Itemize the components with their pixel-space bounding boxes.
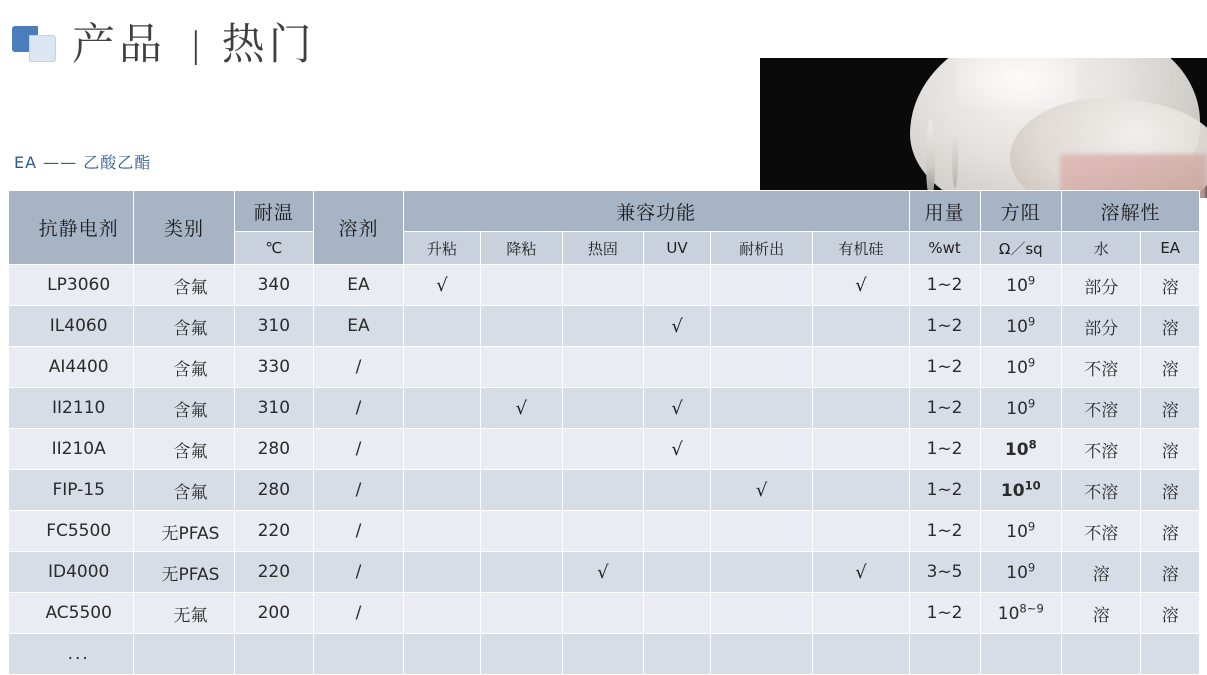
resistance-value: $10^9$ — [1006, 396, 1036, 420]
header-compatibility: 兼容功能 — [403, 191, 909, 232]
cell-category: 含氟 — [134, 347, 234, 388]
header-agent: 抗静电剂 — [9, 191, 134, 265]
cell-solvent: / — [314, 429, 404, 470]
table-row — [9, 306, 1200, 347]
cell-compat-3 — [562, 552, 643, 593]
unit-compat-1: 升粘 — [403, 232, 480, 265]
unit-resistance: Ω／sq — [980, 232, 1061, 265]
cell-solvent: / — [314, 470, 404, 511]
cell-empty — [1141, 634, 1200, 675]
cell-solubility-water: 不溶 — [1062, 347, 1141, 388]
resistance-exponent: 9 — [1027, 519, 1036, 534]
cell-compat-1 — [403, 511, 480, 552]
cell-empty — [980, 634, 1061, 675]
resistance-exponent: 8 — [1028, 437, 1037, 452]
resistance-value: $10^9$ — [1006, 519, 1036, 543]
table-row — [9, 429, 1200, 470]
table-row — [9, 593, 1200, 634]
photo-liquid-drip — [926, 120, 935, 198]
cell-category: 无PFAS — [134, 511, 234, 552]
cell-compat-1 — [403, 593, 480, 634]
cell-compat-4 — [644, 306, 711, 347]
product-photo — [760, 58, 1207, 198]
cell-compat-5 — [710, 429, 812, 470]
check-icon: √ — [671, 397, 683, 419]
cell-compat-5 — [710, 470, 812, 511]
cell-resistance — [980, 511, 1061, 552]
cell-temp: 280 — [234, 470, 313, 511]
cell-compat-6 — [813, 265, 909, 306]
cell-agent-name: IL4060 — [9, 306, 134, 347]
cell-compat-6 — [813, 388, 909, 429]
resistance-exponent: 10 — [1024, 478, 1041, 493]
unit-solubility-ea: EA — [1141, 232, 1200, 265]
cell-temp: 220 — [234, 511, 313, 552]
cell-agent-name: LP3060 — [9, 265, 134, 306]
cell-more-indicator: ... — [9, 634, 134, 675]
cell-solvent: EA — [314, 265, 404, 306]
cell-empty — [562, 634, 643, 675]
table-row — [9, 347, 1200, 388]
table-header-row-groups — [9, 191, 1200, 232]
cell-dosage: 1~2 — [909, 470, 980, 511]
cell-dosage: 1~2 — [909, 429, 980, 470]
cell-empty — [644, 634, 711, 675]
unit-compat-4: UV — [644, 232, 711, 265]
cell-solvent: / — [314, 552, 404, 593]
cell-solvent: / — [314, 388, 404, 429]
cell-empty — [314, 634, 404, 675]
resistance-exponent: 9 — [1027, 396, 1036, 411]
product-table-container — [8, 190, 1200, 675]
photo-highlight — [956, 58, 1076, 108]
cell-dosage: 1~2 — [909, 388, 980, 429]
cell-compat-3 — [562, 347, 643, 388]
cell-temp: 310 — [234, 306, 313, 347]
header-dosage: 用量 — [909, 191, 980, 232]
unit-compat-5: 耐析出 — [710, 232, 812, 265]
resistance-value: $10^9$ — [1006, 314, 1036, 338]
resistance-value: $10^8$ — [1004, 437, 1037, 461]
cell-category: 含氟 — [134, 265, 234, 306]
unit-compat-3: 热固 — [562, 232, 643, 265]
cell-resistance — [980, 429, 1061, 470]
cell-compat-2 — [481, 552, 562, 593]
cell-empty — [909, 634, 980, 675]
cell-dosage: 1~2 — [909, 347, 980, 388]
cell-compat-5 — [710, 593, 812, 634]
cell-agent-name: II210A — [9, 429, 134, 470]
cell-compat-5 — [710, 265, 812, 306]
header-resistance: 方阻 — [980, 191, 1061, 232]
cell-compat-2 — [481, 511, 562, 552]
cell-resistance — [980, 470, 1061, 511]
cell-dosage: 1~2 — [909, 306, 980, 347]
cell-compat-2 — [481, 470, 562, 511]
unit-solubility-water: 水 — [1062, 232, 1141, 265]
cell-compat-3 — [562, 388, 643, 429]
cell-solubility-ea: 溶 — [1141, 511, 1200, 552]
cell-compat-2 — [481, 593, 562, 634]
cell-category: 含氟 — [134, 306, 234, 347]
cell-solubility-water: 溶 — [1062, 593, 1141, 634]
cell-compat-5 — [710, 347, 812, 388]
check-icon: √ — [597, 561, 609, 583]
cell-empty — [403, 634, 480, 675]
cell-temp: 310 — [234, 388, 313, 429]
cell-compat-6 — [813, 593, 909, 634]
cell-compat-2 — [481, 306, 562, 347]
resistance-exponent: 9 — [1027, 273, 1036, 288]
page-title-main: 产品 — [72, 19, 166, 70]
cell-solubility-water: 不溶 — [1062, 511, 1141, 552]
cell-temp: 220 — [234, 552, 313, 593]
cell-compat-2 — [481, 347, 562, 388]
header-solubility: 溶解性 — [1062, 191, 1200, 232]
cell-compat-4 — [644, 511, 711, 552]
cell-resistance — [980, 306, 1061, 347]
cell-compat-4 — [644, 429, 711, 470]
cell-compat-2 — [481, 388, 562, 429]
cell-compat-1 — [403, 347, 480, 388]
cell-solubility-water: 溶 — [1062, 552, 1141, 593]
cell-compat-3 — [562, 429, 643, 470]
cell-agent-name: ID4000 — [9, 552, 134, 593]
cell-temp: 280 — [234, 429, 313, 470]
cell-solubility-ea: 溶 — [1141, 470, 1200, 511]
cell-solubility-ea: 溶 — [1141, 429, 1200, 470]
cell-compat-1 — [403, 306, 480, 347]
cell-compat-6 — [813, 511, 909, 552]
page-title-sub: 热门 — [221, 19, 316, 70]
table-row-more — [9, 634, 1200, 675]
cell-compat-4 — [644, 470, 711, 511]
cell-compat-1 — [403, 470, 480, 511]
cell-solubility-ea: 溶 — [1141, 306, 1200, 347]
cell-solubility-ea: 溶 — [1141, 347, 1200, 388]
cell-compat-5 — [710, 511, 812, 552]
cell-resistance — [980, 593, 1061, 634]
cell-compat-1 — [403, 429, 480, 470]
check-icon: √ — [515, 397, 528, 419]
cell-temp: 200 — [234, 593, 313, 634]
cell-compat-2 — [481, 265, 562, 306]
page-title — [72, 13, 316, 77]
cell-agent-name: AI4400 — [9, 347, 134, 388]
cell-resistance — [980, 347, 1061, 388]
cell-temp: 340 — [234, 265, 313, 306]
cell-compat-6 — [813, 429, 909, 470]
cell-solubility-water: 不溶 — [1062, 429, 1141, 470]
unit-dosage: %wt — [909, 232, 980, 265]
logo-square-light — [29, 35, 56, 62]
unit-compat-6: 有机硅 — [813, 232, 909, 265]
check-icon: √ — [855, 561, 867, 583]
product-logo-icon — [12, 26, 54, 66]
cell-category: 含氟 — [134, 429, 234, 470]
resistance-exponent: 9 — [1027, 355, 1036, 370]
table-row — [9, 388, 1200, 429]
cell-solubility-water: 部分 — [1062, 306, 1141, 347]
resistance-value: $10^9$ — [1006, 560, 1036, 584]
cell-solubility-water: 不溶 — [1062, 388, 1141, 429]
cell-dosage: 3~5 — [909, 552, 980, 593]
resistance-value: $10^9$ — [1006, 273, 1036, 297]
cell-category: 无PFAS — [134, 552, 234, 593]
cell-agent-name: II2110 — [9, 388, 134, 429]
resistance-value: $10^{8\sim 9}$ — [997, 601, 1044, 625]
table-row — [9, 552, 1200, 593]
cell-compat-6 — [813, 470, 909, 511]
cell-empty — [481, 634, 562, 675]
cell-solvent: / — [314, 593, 404, 634]
resistance-exponent: 9 — [1027, 314, 1036, 329]
check-icon: √ — [436, 274, 448, 296]
cell-resistance — [980, 265, 1061, 306]
cell-solubility-ea: 溶 — [1141, 593, 1200, 634]
cell-solvent: / — [314, 347, 404, 388]
cell-empty — [813, 634, 909, 675]
cell-compat-3 — [562, 306, 643, 347]
table-row — [9, 265, 1200, 306]
cell-compat-4 — [644, 347, 711, 388]
cell-compat-6 — [813, 306, 909, 347]
cell-compat-1 — [403, 552, 480, 593]
cell-agent-name: AC5500 — [9, 593, 134, 634]
cell-compat-1 — [403, 265, 480, 306]
cell-solvent: EA — [314, 306, 404, 347]
cell-category: 含氟 — [134, 388, 234, 429]
cell-compat-4 — [644, 552, 711, 593]
cell-empty — [710, 634, 812, 675]
table-row — [9, 470, 1200, 511]
header-solvent: 溶剂 — [314, 191, 404, 265]
cell-solubility-water: 不溶 — [1062, 470, 1141, 511]
resistance-exponent: 9 — [1027, 560, 1036, 575]
cell-compat-5 — [710, 306, 812, 347]
cell-compat-4 — [644, 265, 711, 306]
cell-compat-3 — [562, 470, 643, 511]
unit-compat-2: 降粘 — [481, 232, 562, 265]
cell-empty — [134, 634, 234, 675]
section-subtitle: EA —— 乙酸乙酯 — [14, 153, 152, 172]
cell-temp: 330 — [234, 347, 313, 388]
cell-solubility-ea: 溶 — [1141, 388, 1200, 429]
resistance-value: $10^{10}$ — [1000, 478, 1041, 502]
check-icon: √ — [755, 479, 768, 501]
cell-dosage: 1~2 — [909, 511, 980, 552]
table-row — [9, 511, 1200, 552]
product-table-body — [9, 265, 1200, 675]
title-separator: | — [192, 24, 200, 66]
cell-category: 无氟 — [134, 593, 234, 634]
resistance-exponent: 8~9 — [1019, 601, 1044, 616]
check-icon: √ — [671, 438, 683, 460]
cell-compat-6 — [813, 552, 909, 593]
cell-solvent: / — [314, 511, 404, 552]
cell-compat-1 — [403, 388, 480, 429]
cell-solubility-ea: 溶 — [1141, 265, 1200, 306]
cell-dosage: 1~2 — [909, 593, 980, 634]
cell-dosage: 1~2 — [909, 265, 980, 306]
header-temp: 耐温 — [234, 191, 313, 232]
cell-compat-4 — [644, 388, 711, 429]
resistance-value: $10^9$ — [1006, 355, 1036, 379]
cell-agent-name: FC5500 — [9, 511, 134, 552]
check-icon: √ — [671, 315, 683, 337]
cell-solubility-water: 部分 — [1062, 265, 1141, 306]
header-category: 类别 — [134, 191, 234, 265]
cell-compat-3 — [562, 265, 643, 306]
cell-resistance — [980, 552, 1061, 593]
check-icon: √ — [855, 274, 867, 296]
cell-resistance — [980, 388, 1061, 429]
cell-compat-5 — [710, 388, 812, 429]
cell-empty — [234, 634, 313, 675]
photo-liquid-drip-2 — [952, 132, 958, 188]
cell-agent-name: FIP-15 — [9, 470, 134, 511]
cell-compat-3 — [562, 511, 643, 552]
unit-temp: ℃ — [234, 232, 313, 265]
cell-compat-6 — [813, 347, 909, 388]
cell-compat-5 — [710, 552, 812, 593]
cell-compat-3 — [562, 593, 643, 634]
cell-compat-2 — [481, 429, 562, 470]
cell-compat-4 — [644, 593, 711, 634]
cell-solubility-ea: 溶 — [1141, 552, 1200, 593]
cell-empty — [1062, 634, 1141, 675]
cell-category: 含氟 — [134, 470, 234, 511]
product-table — [8, 190, 1200, 675]
